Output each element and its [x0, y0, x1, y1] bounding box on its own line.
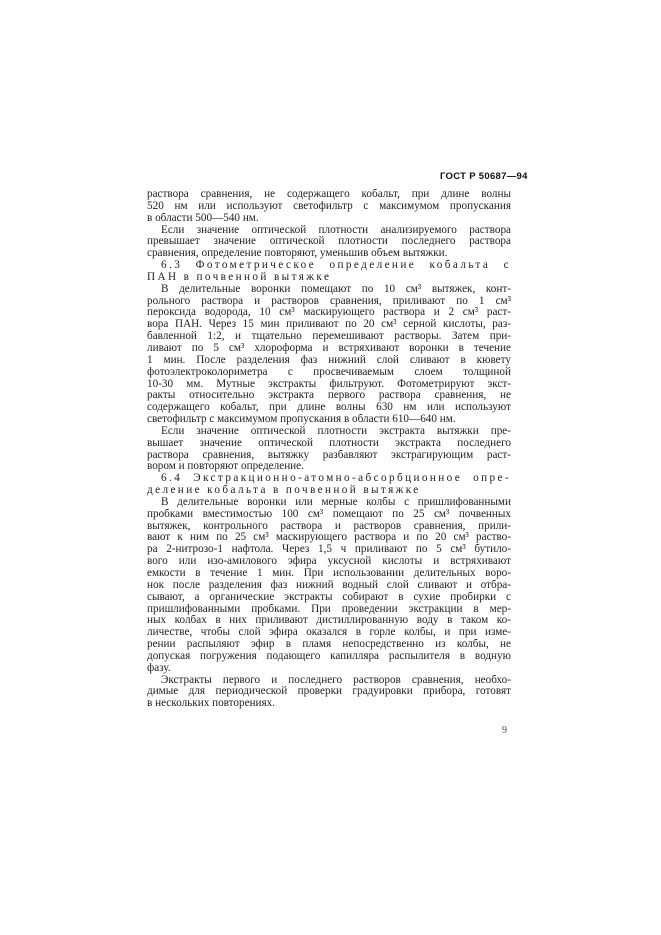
text-line: вышает значение оптической плотности экстракта последнего — [147, 437, 511, 449]
text-line: ливают по 5 см³ хлороформа и встряхивают воронки в течение — [147, 342, 511, 354]
section-heading — [147, 260, 511, 284]
text-line: 6.4 Экстракционно-атомно-абсорбционное опре- — [161, 473, 511, 485]
page-number: 9 — [502, 725, 507, 736]
text-line: рении распыляют эфир в пламя непосредственно из колбы, не — [147, 639, 511, 651]
text-line: вого или изо-амилового эфира уксусной кислоты и встряхивают — [147, 556, 511, 568]
text-line: вора ПАН. Через 15 мин приливают по 20 см³ серной кислоты, раз- — [147, 319, 511, 331]
text-line: ПАН в почвенной вытяжке — [147, 271, 332, 283]
text-line: сывают, а органические экстракты собирают в сухие пробирки с — [147, 591, 511, 603]
text-line: личестве, чтобы слой эфира оказался в горле колбы, и при изме- — [147, 627, 511, 639]
text-line: В делительные воронки или мерные колбы с пришлифованными — [161, 496, 511, 508]
text-line: фотоэлектроколориметра с просвечиваемым слоем толщиной — [147, 366, 511, 378]
text-line: пришлифованными пробками. При проведении экстракции в мер- — [147, 603, 511, 615]
text-line: светофильтр с максимумом пропускания в области 610—640 нм. — [147, 414, 456, 426]
text-line: пероксида водорода, 10 см³ маскирующего раствора и 2 см³ раст- — [147, 307, 511, 319]
text-line: 520 нм или используют светофильтр с максимумом пропускания — [147, 200, 511, 212]
text-line: в нескольких повторениях. — [147, 698, 276, 710]
text-line: в области 500—540 нм. — [147, 212, 259, 224]
text-line: фазу. — [147, 662, 171, 674]
text-line: раствора сравнения, вытяжку разбавляют экстрагирующим раст- — [147, 449, 511, 461]
document-header: ГОСТ Р 50687—94 — [440, 171, 528, 182]
text-line: бавленной 1:2, и тщательно перемешивают растворы. Затем при- — [147, 331, 511, 343]
text-line: сравнения, определение повторяют, уменьшив объем вытяжки. — [147, 248, 448, 260]
text-line: пробками вместимостью 100 см³ помещают по 25 см³ почвенных — [147, 508, 511, 520]
text-line: Экстракты первого и последнего растворов сравнения, необхо- — [161, 674, 511, 686]
paragraph — [147, 284, 511, 426]
text-line: Если значение оптической плотности анализируемого раствора — [161, 224, 511, 236]
text-line: 1 мин. После разделения фаз нижний слой сливают в кювету — [147, 354, 511, 366]
paragraph — [147, 426, 511, 473]
text-line: В делительные воронки помещают по 10 см³ вытяжек, конт- — [161, 283, 511, 295]
paragraph — [147, 497, 511, 675]
text-line: 10-30 мм. Мутные экстракты фильтруют. Фотометрируют экст- — [147, 378, 511, 390]
paragraph — [147, 675, 511, 711]
text-line: рольного раствора и растворов сравнения, приливают по 1 см³ — [147, 295, 511, 307]
section-heading — [147, 473, 511, 497]
paragraph — [147, 189, 511, 225]
text-line: деление кобальта в почвенной вытяжке — [147, 485, 421, 497]
paragraph — [147, 225, 511, 261]
text-line: раствора сравнения, не содержащего кобальт, при длине волны — [147, 189, 511, 200]
text-line: ных колбах в них приливают дистиллированную воду в таком ко- — [147, 615, 511, 627]
text-line: ра 2-нитрозо-1 нафтола. Через 1,5 ч приливают по 5 см³ бутило- — [147, 544, 511, 556]
text-line: Если значение оптической плотности экстракта вытяжки пре- — [161, 425, 511, 437]
text-line: емкости в течение 1 мин. При использовании делительных воро- — [147, 568, 511, 579]
text-line: вытяжек, контрольного раствора и растворов сравнения, прили- — [147, 520, 511, 532]
text-line: допуская погружения подающего капилляра распылителя в водную — [147, 650, 511, 662]
text-line: вором и повторяют определение. — [147, 461, 304, 473]
text-line: ракты относительно экстракта первого раствора сравнения, не — [147, 390, 511, 402]
text-line: нок после разделения фаз нижний водный слой сливают и отбра- — [147, 579, 511, 591]
text-line: содержащего кобальт, при длине волны 630 нм или используют — [147, 402, 511, 414]
document-body — [147, 189, 511, 710]
text-line: димые для периодической проверки градуировки прибора, готовят — [147, 686, 511, 698]
text-line: превышает значение оптической плотности последнего раствора — [147, 236, 511, 248]
text-line: 6.3 Фотометрическое определение кобальта с — [161, 260, 511, 272]
text-line: вают к ним по 25 см³ маскирующего раствора и по 20 см³ раство- — [147, 532, 511, 544]
